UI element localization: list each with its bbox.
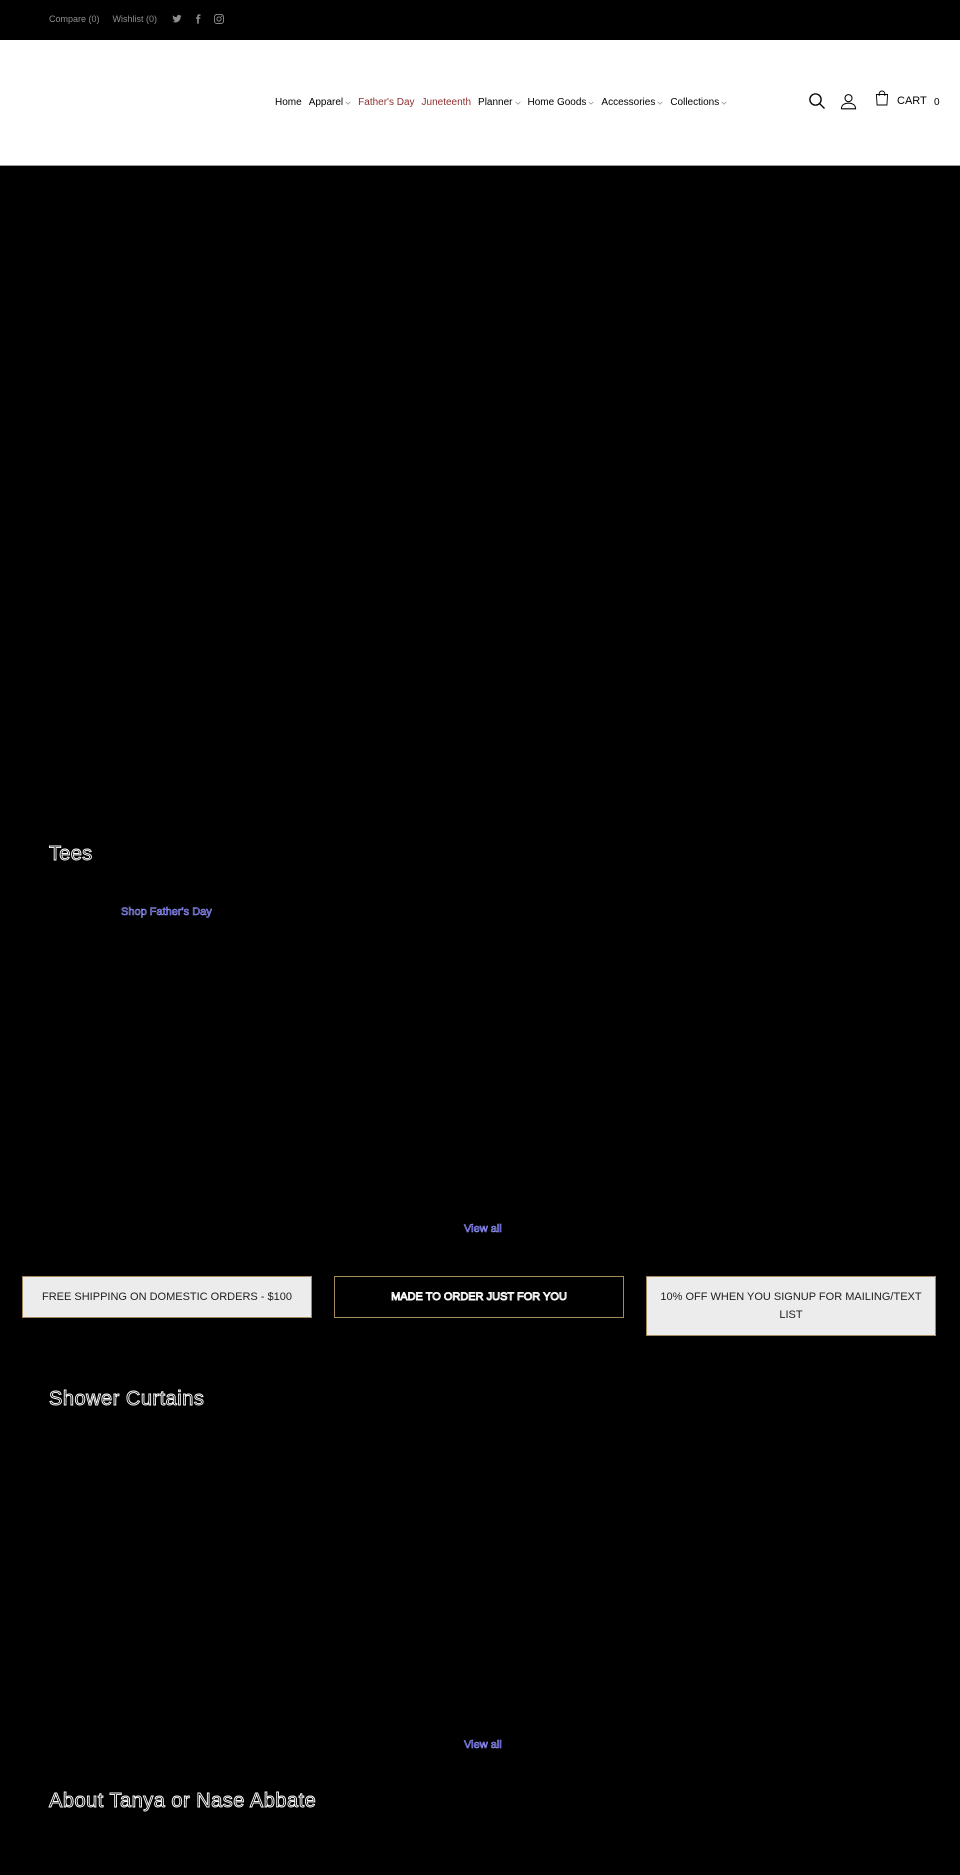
promo-made-to-order [334,1276,624,1318]
nav-label: Home [275,97,302,108]
promo-signup-discount [646,1276,936,1336]
nav-label: Father's Day [358,97,415,108]
nav-item-collections[interactable] [670,97,727,108]
promo-text: FREE SHIPPING ON DOMESTIC ORDERS - $100 [42,1291,292,1303]
section-title-about: About Tanya or Nase Abbate [49,1790,317,1812]
wishlist-link[interactable]: Wishlist (0) [112,14,158,24]
main-nav [275,97,727,108]
top-bar [0,0,960,40]
nav-label: Planner [478,97,513,108]
facebook-icon[interactable] [193,14,203,24]
user-icon[interactable] [840,92,857,110]
nav-label: Home Goods [527,97,587,108]
cart-count: 0 [934,97,940,108]
shopping-bag-icon[interactable] [875,90,889,106]
chevron-down-icon [515,100,521,106]
nav-label: Collections [670,97,720,108]
shop-fathers-day-link[interactable]: Shop Father's Day [121,906,212,918]
compare-link[interactable]: Compare (0) [49,14,100,24]
section-title-shower-curtains: Shower Curtains [49,1388,205,1410]
nav-item-home[interactable] [275,97,302,108]
twitter-icon[interactable] [172,14,182,24]
view-all-link[interactable]: View all [464,1739,502,1751]
nav-label: Accessories [601,97,656,108]
hero-title: Tees [49,843,93,865]
chevron-down-icon [721,100,727,106]
promo-free-shipping [22,1276,312,1318]
nav-item-accessories[interactable] [601,97,663,108]
nav-item-fathers-day[interactable] [358,97,414,108]
nav-item-apparel[interactable] [309,97,351,108]
promo-text: MADE TO ORDER JUST FOR YOU [391,1291,567,1303]
social-links [172,14,224,24]
nav-item-juneteenth[interactable] [422,97,472,108]
view-all-link[interactable]: View all [464,1223,502,1235]
nav-item-home-goods[interactable] [528,97,595,108]
search-icon[interactable] [808,92,826,110]
nav-label: Apparel [308,97,344,108]
instagram-icon[interactable] [214,14,224,24]
chevron-down-icon [588,100,594,106]
cart-label[interactable]: CART [897,95,927,107]
chevron-down-icon [345,100,351,106]
nav-item-planner[interactable] [478,97,520,108]
promo-text: 10% OFF WHEN YOU SIGNUP FOR MAILING/TEXT LIST [660,1291,922,1321]
chevron-down-icon [657,100,663,106]
nav-label: Juneteenth [421,97,472,108]
